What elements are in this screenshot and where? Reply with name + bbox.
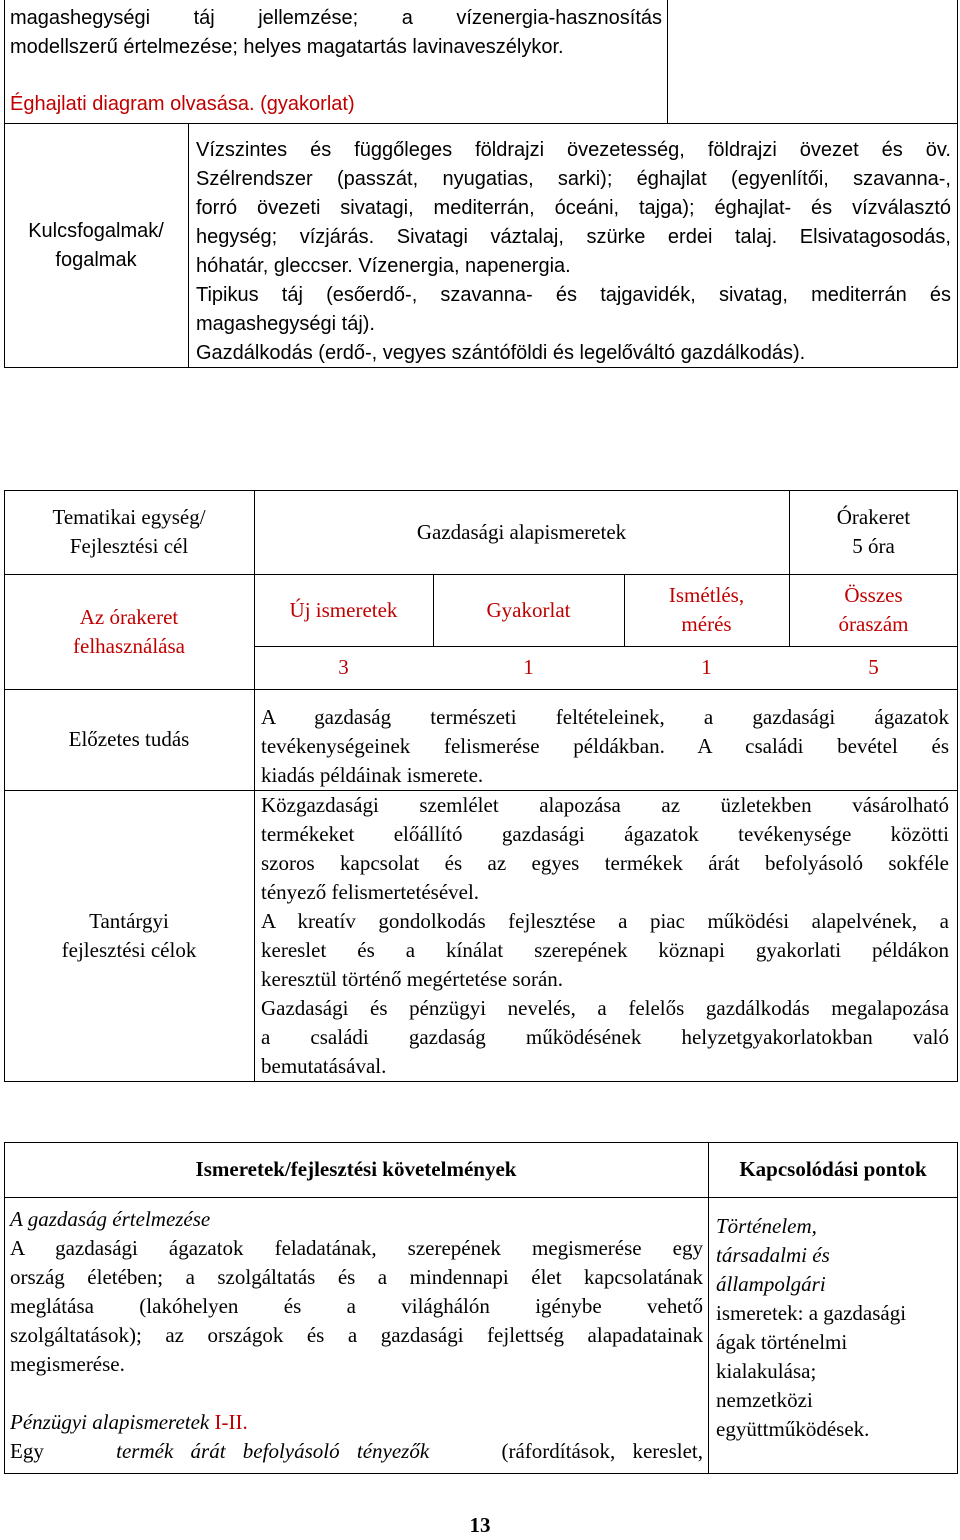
col-total-line1: Összes — [844, 583, 903, 607]
links-italic-1: Történelem, — [716, 1214, 817, 1238]
unit-label — [4, 490, 254, 574]
col-review-line1: Ismétlés, — [668, 583, 745, 607]
key-concepts-line-7: magashegységi táj). — [196, 313, 375, 335]
goals-label-line1: Tantárgyi — [89, 909, 169, 933]
sec1-line-5: megismerése. — [10, 1352, 125, 1376]
sec2-line-end: (ráfordítások, kereslet, — [501, 1439, 703, 1463]
hours-label — [789, 490, 958, 574]
key-concepts-label-line2: fogalmak — [55, 249, 137, 271]
continued-line-2: modellszerű értelmezése; helyes magatartás lavinaveszélykor. — [10, 36, 564, 58]
sec2-title-line — [10, 1408, 703, 1437]
unit-label-line2: Fejlesztési cél — [69, 534, 189, 558]
goals-text — [261, 791, 949, 1081]
links-rest-2: ágak történelmi — [716, 1330, 848, 1354]
practice-line: Éghajlati diagram olvasása. (gyakorlat) — [10, 93, 355, 115]
col-total — [789, 574, 958, 646]
prior-line-1: A gazdaság természeti feltételeinek, a gazdasági ágazatok — [261, 705, 949, 729]
page-number: 13 — [469, 1513, 491, 1537]
goals-p2-line-2: kereslet és a kínálat szerepének köznapi gyakorlati példákon — [261, 938, 949, 962]
key-concepts-line-5: hóhatár, gleccser. Vízenergia, napenergia. — [196, 255, 571, 277]
sec2-line — [10, 1437, 703, 1466]
table-requirements-h — [4, 1197, 958, 1198]
usage-label-line1: Az órakeret — [79, 604, 179, 629]
sec1-line-1: A gazdasági ágazatok feladatának, szerepének megismerése egy — [10, 1236, 703, 1260]
sec1-line-3: meglátása (lakóhelyen és a világhálón igénybe vehető — [10, 1294, 703, 1318]
key-concepts-line-4: hegység; vízjárás. Sivatagi váztalaj, szürke erdei talaj. Elsivatagosodás, — [196, 226, 951, 248]
key-concepts-line-1: Vízszintes és függőleges földrajzi övezetesség, földrajzi övezet és öv. — [196, 139, 951, 161]
prior-line-3: kiadás példáinak ismerete. — [261, 763, 484, 787]
col-practice: Gyakorlat — [486, 597, 571, 622]
key-concepts-line-2: Szélrendszer (passzát, nyugatias, sarki); éghajlat (egyenlítői, szavanna-, — [196, 168, 951, 190]
sec2-line-start: Egy — [10, 1439, 44, 1463]
sec2-title: Pénzügyi alapismeretek — [10, 1410, 210, 1434]
sec1-line-2: ország életében; a szolgáltatás és a mindennapi élet kapcsolatának — [10, 1265, 703, 1289]
sec1-title: A gazdaság értelmezése — [10, 1207, 211, 1231]
goals-p2-line-3: keresztül történő megértetése során. — [261, 967, 564, 991]
unit-title: Gazdasági alapismeretek — [416, 519, 627, 544]
sec2-title-suffix: I-II. — [214, 1410, 248, 1434]
key-concepts-line-3: forró övezeti sivatagi, mediterrán, óceáni, tajga); éghajlat- és vízválasztó — [196, 197, 951, 219]
key-concepts-label — [4, 124, 188, 368]
goals-p3-line-2: a családi gazdaság működésének helyzetgyakorlatokban való — [261, 1025, 949, 1049]
col-new: Új ismeretek — [289, 597, 398, 622]
val-practice: 1 — [523, 655, 534, 679]
sec1-line-4: szolgáltatások); az országok és a gazdasági fejlettség alapadatainak — [10, 1323, 703, 1347]
key-concepts-label-line1: Kulcsfogalmak/ — [28, 220, 164, 242]
continued-text — [10, 4, 662, 62]
goals-p2-line-1: A kreatív gondolkodás fejlesztése a piac működési alapelvének, a — [261, 909, 949, 933]
continued-line-1: magashegységi táj jellemzése; a vízenergia-hasznosítás — [10, 7, 662, 29]
goals-p3-line-3: bemutatásával. — [261, 1054, 387, 1078]
table-concepts-divider-v2 — [667, 0, 668, 124]
val-new: 3 — [338, 655, 349, 679]
links-rest-5: együttműködések. — [716, 1417, 870, 1441]
req-text — [10, 1205, 703, 1466]
goals-p1-line-1: Közgazdasági szemlélet alapozása az üzletekben vásárolható — [261, 793, 949, 817]
hours-label-line1: Órakeret — [836, 505, 911, 529]
links-italic-3: állampolgári — [716, 1272, 826, 1296]
col-total-line2: óraszám — [838, 612, 909, 636]
goals-p3-line-1: Gazdasági és pénzügyi nevelés, a felelős gazdálkodás megalapozása — [261, 996, 949, 1020]
val-total: 5 — [868, 655, 879, 679]
goals-label-line2: fejlesztési célok — [61, 938, 197, 962]
usage-label — [4, 574, 254, 689]
goals-p1-line-4: tényező felismertetésével. — [261, 880, 480, 904]
prior-label: Előzetes tudás — [68, 727, 190, 751]
links-header: Kapcsolódási pontok — [739, 1157, 927, 1181]
goals-p1-line-3: szoros kapcsolat és az egyes termékek árát befolyásoló sokféle — [261, 851, 949, 875]
links-rest-1: ismeretek: a gazdasági — [716, 1301, 907, 1325]
links-italic-2: társadalmi és — [716, 1243, 830, 1267]
links-rest-4: nemzetközi — [716, 1388, 813, 1412]
links-text — [716, 1212, 954, 1444]
table-concepts-divider-v1 — [188, 124, 189, 368]
col-review-line2: mérés — [681, 612, 732, 636]
prior-text — [261, 703, 949, 790]
links-rest-3: kialakulása; — [716, 1359, 817, 1383]
key-concepts-line-6: Tipikus táj (esőerdő-, szavanna- és tajgavidék, sivatag, mediterrán és — [196, 284, 951, 306]
goals-p1-line-2: termékeket előállító gazdasági ágazatok tevékenysége közötti — [261, 822, 949, 846]
key-concepts-line-8: Gazdálkodás (erdő-, vegyes szántóföldi és legelőváltó gazdálkodás). — [196, 342, 806, 364]
val-review: 1 — [701, 655, 712, 679]
hours-label-line2: 5 óra — [852, 534, 895, 558]
sec2-line-italic: termék árát befolyásoló tényezők — [116, 1439, 430, 1463]
key-concepts-text — [196, 136, 951, 368]
col-review — [624, 574, 789, 646]
prior-line-2: tevékenységeinek felismerése példákban. A családi bevétel és — [261, 734, 949, 758]
req-header: Ismeretek/fejlesztési követelmények — [195, 1157, 517, 1181]
goals-label — [4, 790, 254, 1082]
usage-label-line2: felhasználása — [73, 633, 185, 658]
unit-label-line1: Tematikai egység/ — [52, 505, 206, 529]
